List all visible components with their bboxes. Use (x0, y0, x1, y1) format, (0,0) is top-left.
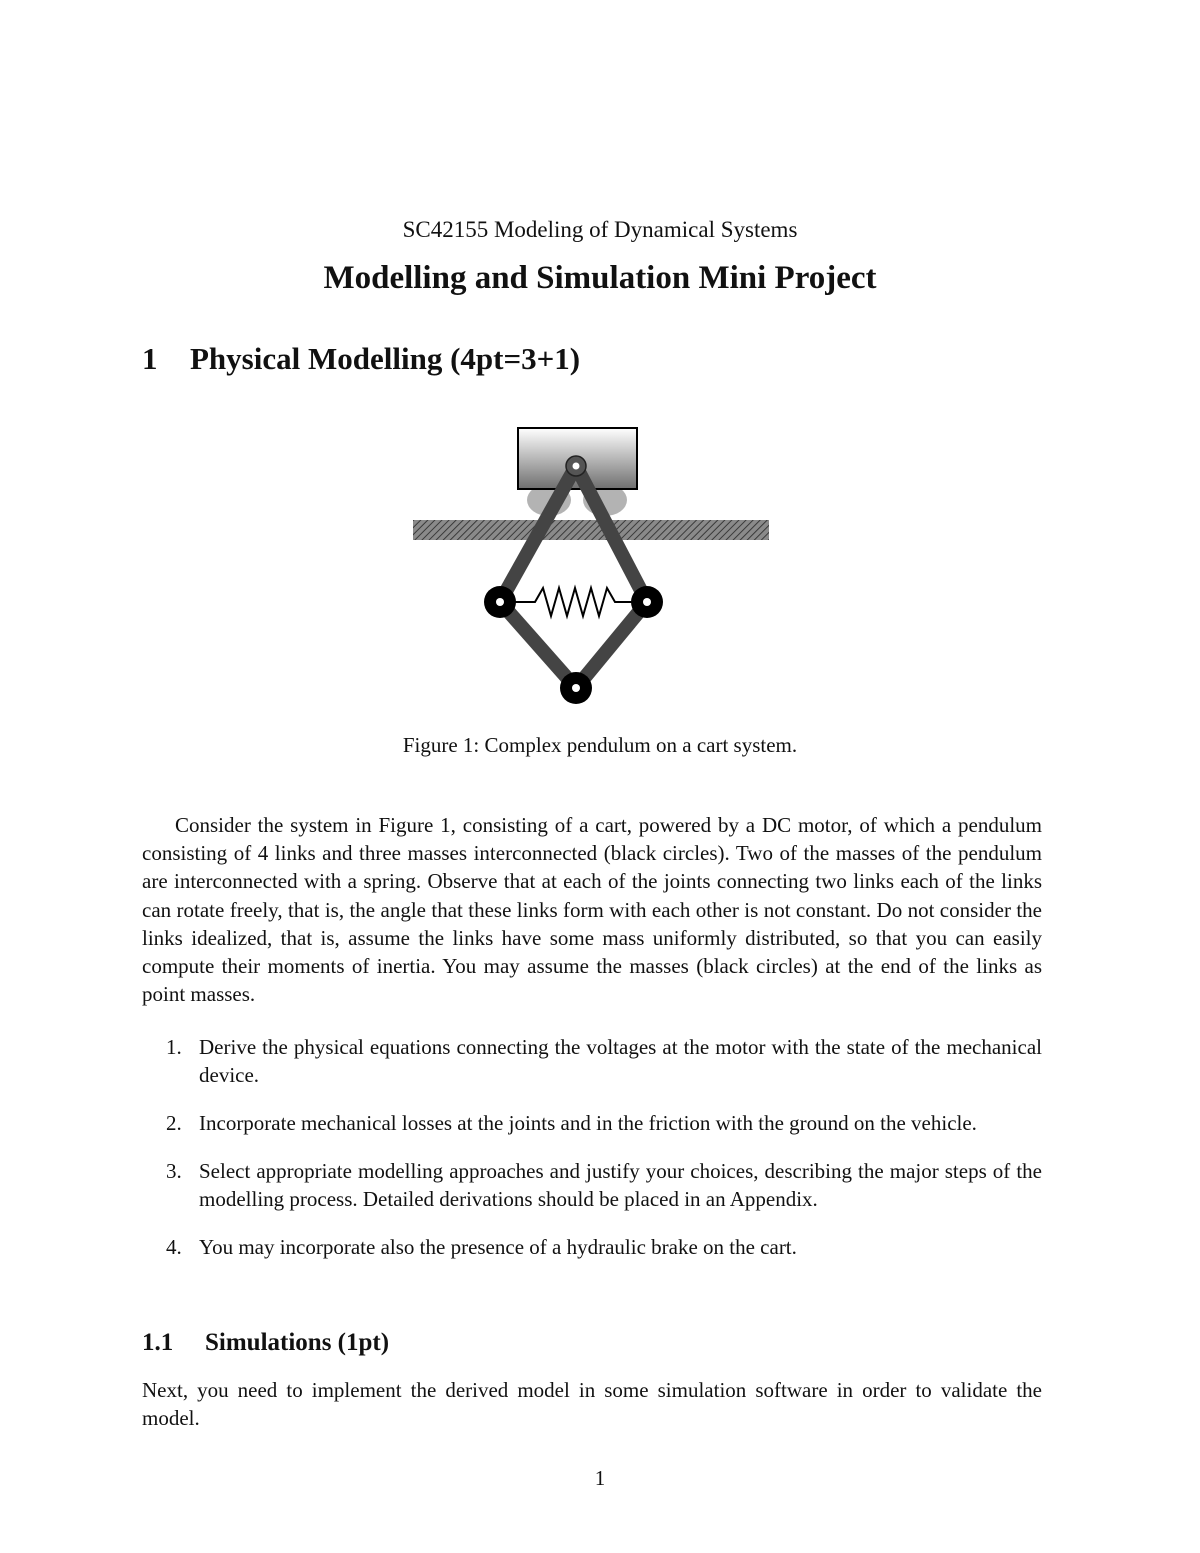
subsection-number: 1.1 (142, 1329, 174, 1356)
list-item (142, 1109, 1042, 1137)
subsection-heading (142, 1328, 389, 1358)
body-paragraph: Consider the system in Figure 1, consisting of a cart, powered by a DC motor, of which a pendulum consisting of 4 links and three masses interconnected (black circles). Two of the masses of the pendulum are interconnected with a spring. Observe that at each of the joints connecting two links each of the links can rotate freely, that is, the angle that these links form with each other is not constant. Do not consider the links idealized, that is, assume the links have some mass uniformly distributed, so that you can easily compute their moments of inertia. You may assume the masses (black circles) at the end of the links as point masses. (142, 813, 1042, 1007)
mass-bottom-center (572, 684, 580, 692)
list-item-number: 4. (166, 1234, 182, 1259)
list-item (142, 1233, 1042, 1261)
list-item (142, 1033, 1042, 1089)
link-lower-left (500, 602, 576, 688)
link-lower-right (576, 602, 647, 688)
list-item-text: Select appropriate modelling approaches and justify your choices, describing the major steps of the modelling process. Detailed derivations should be placed in an Appendix. (199, 1158, 1042, 1211)
list-item-text: You may incorporate also the presence of a hydraulic brake on the cart. (199, 1234, 797, 1259)
section-number: 1 (142, 341, 158, 376)
list-item (142, 1157, 1042, 1213)
course-title: SC42155 Modeling of Dynamical Systems (402, 217, 798, 242)
document-title: Modelling and Simulation Mini Project (323, 260, 877, 296)
list-item-number: 2. (166, 1111, 182, 1135)
list-item-number: 1. (166, 1035, 182, 1059)
section-heading (142, 340, 580, 378)
mass-left-center (496, 598, 504, 606)
list-item-number: 3. (166, 1158, 182, 1183)
pendulum-cart-figure (410, 424, 775, 714)
list-item-text: Derive the physical equations connecting the voltages at the motor with the state of the mechanical device. (199, 1035, 1042, 1088)
task-list (142, 1033, 1042, 1281)
subsection-title: Simulations (1pt) (205, 1329, 390, 1356)
list-item-text: Incorporate mechanical losses at the joints and in the friction with the ground on the vehicle. (199, 1111, 977, 1135)
page-number: 1 (594, 1466, 606, 1490)
figure-caption: Figure 1: Complex pendulum on a cart system. (402, 733, 798, 757)
mass-right-center (643, 598, 651, 606)
subsection-paragraph: Next, you need to implement the derived model in some simulation software in order to validate the model. (142, 1378, 1042, 1431)
spring (500, 588, 647, 616)
pivot-hole (573, 463, 580, 470)
ground (413, 520, 769, 540)
section-title: Physical Modelling (4pt=3+1) (190, 341, 581, 376)
